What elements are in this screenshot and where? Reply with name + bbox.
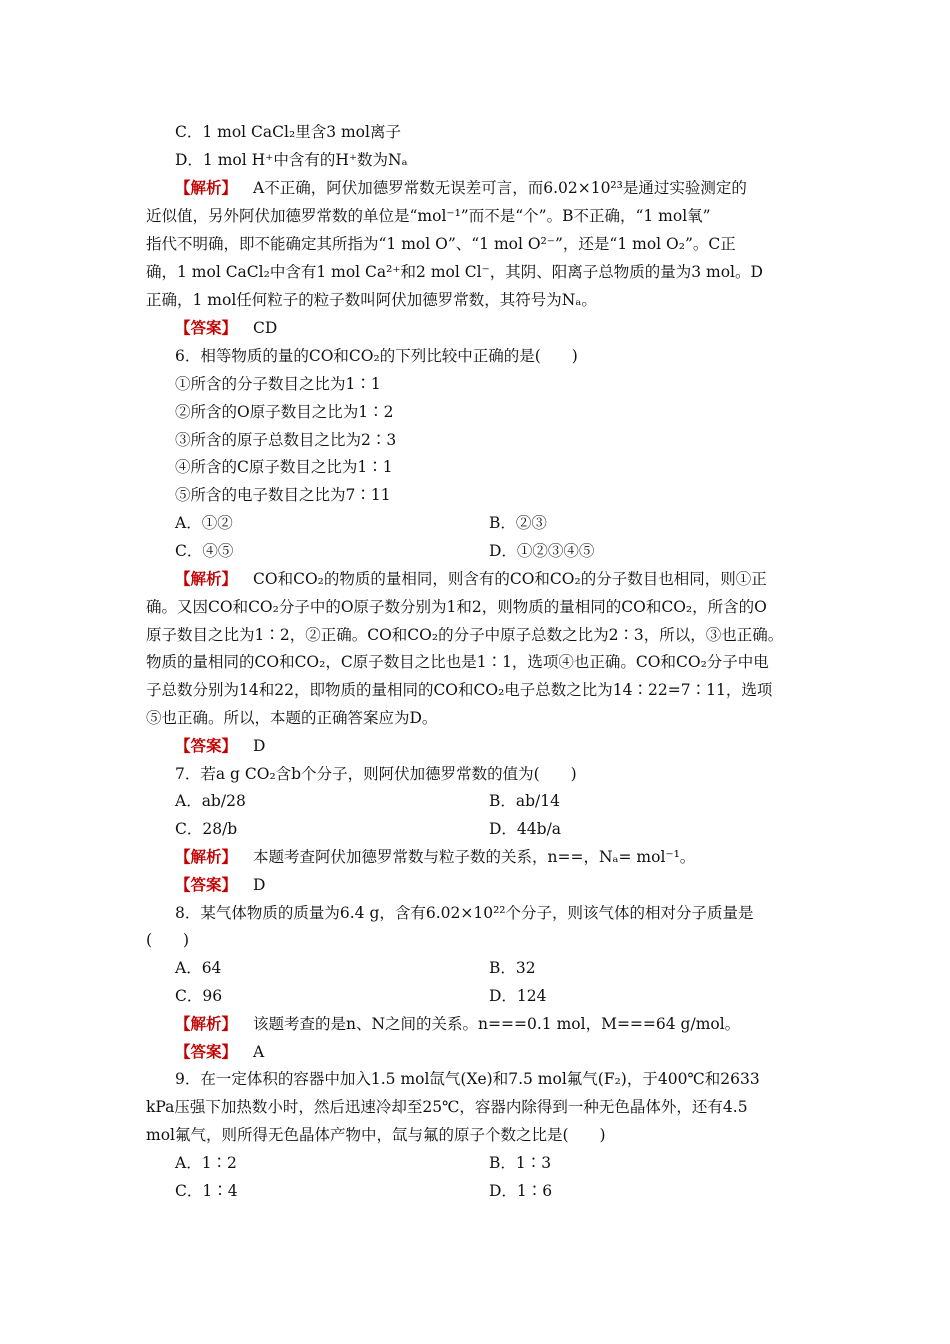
q8-option-c: C．96	[175, 987, 223, 1005]
q6-analysis-line-1: 【解析】 CO和CO₂的物质的量相同，则含有的CO和CO₂的分子数目也相同，则①正	[175, 569, 767, 588]
q6-option-b: B．②③	[489, 514, 547, 532]
q7-option-b: B．ab/14	[489, 792, 560, 810]
q9-option-d: D．1∶6	[489, 1182, 553, 1200]
q6-analysis-line-3: 原子数目之比为1∶2，②正确。CO和CO₂的分子中原子总数之比为2∶3，所以，③也正确。	[146, 626, 784, 644]
q9-stem-line-1: 9．在一定体积的容器中加入1.5 mol氙气(Xe)和7.5 mol氟气(F₂)，于400℃和2633	[175, 1070, 760, 1088]
q5-analysis-line-1: 【解析】 A不正确，阿伏加德罗常数无误差可言，而6.02×10²³是通过实验测定的	[175, 178, 747, 197]
q8-stem-line-2: ( )	[146, 931, 190, 949]
q9-stem-line-3: mol氟气，则所得无色晶体产物中，氙与氟的原子个数之比是( )	[146, 1126, 606, 1144]
q5-analysis-line-3: 指代不明确，即不能确定其所指为“1 mol O”、“1 mol O²⁻”，还是“1 mol O₂”。C正	[146, 235, 736, 253]
answer-tag: 【答案】	[175, 736, 238, 755]
q8-answer: 【答案】 A	[175, 1042, 265, 1061]
analysis-tag: 【解析】	[175, 569, 238, 588]
q7-option-a: A．ab/28	[175, 792, 246, 810]
q9-option-a: A．1∶2	[175, 1154, 237, 1172]
q5-answer: 【答案】 CD	[175, 318, 278, 337]
q8-option-a: A．64	[175, 959, 222, 977]
q6-item-3: ③所含的原子总数目之比为2∶3	[175, 431, 397, 449]
q5-option-d: D．1 mol H⁺中含有的H⁺数为Nₐ	[175, 151, 408, 169]
analysis-tag: 【解析】	[175, 847, 238, 866]
q8-stem-line-1: 8．某气体物质的质量为6.4 g，含有6.02×10²²个分子，则该气体的相对分子质量是	[175, 904, 754, 922]
q5-analysis-line-2: 近似值，另外阿伏加德罗常数的单位是“mol⁻¹”而不是“个”。B不正确，“1 mol氧”	[146, 207, 711, 225]
q6-option-a: A．①②	[175, 514, 233, 532]
answer-tag: 【答案】	[175, 1042, 238, 1061]
q9-stem-line-2: kPa压强下加热数小时，然后迅速冷却至25℃，容器内除得到一种无色晶体外，还有4.5	[146, 1098, 748, 1116]
q7-analysis: 【解析】 本题考查阿伏加德罗常数与粒子数的关系，n==，Nₐ= mol⁻¹。	[175, 847, 696, 866]
answer-tag: 【答案】	[175, 318, 238, 337]
q6-item-2: ②所含的O原子数目之比为1∶2	[175, 403, 394, 421]
q6-analysis-line-5: 子总数分别为14和22，即物质的量相同的CO和CO₂电子总数之比为14∶22=7∶11，选项	[146, 681, 773, 699]
q6-stem: 6．相等物质的量的CO和CO₂的下列比较中正确的是( )	[175, 347, 578, 365]
q6-item-1: ①所含的分子数目之比为1∶1	[175, 375, 381, 393]
q7-stem: 7．若a g CO₂含b个分子，则阿伏加德罗常数的值为( )	[175, 765, 577, 783]
q7-option-c: C．28/b	[175, 820, 238, 838]
q6-analysis-line-4: 物质的量相同的CO和CO₂，C原子数目之比也是1∶1，选项④也正确。CO和CO₂分子中电	[146, 653, 769, 671]
analysis-tag: 【解析】	[175, 1014, 238, 1033]
q6-item-5: ⑤所含的电子数目之比为7∶11	[175, 486, 391, 504]
q5-analysis-line-5: 正确，1 mol任何粒子的粒子数叫阿伏加德罗常数，其符号为Nₐ。	[146, 291, 597, 309]
q5-analysis-line-4: 确，1 mol CaCl₂中含有1 mol Ca²⁺和2 mol Cl⁻，其阴、阳离子总物质的量为3 mol。D	[146, 263, 763, 281]
q6-analysis-line-6: ⑤也正确。所以，本题的正确答案应为D。	[146, 709, 438, 727]
q8-option-d: D．124	[489, 987, 547, 1005]
q6-answer: 【答案】 D	[175, 736, 266, 755]
q7-option-d: D．44b/a	[489, 820, 562, 838]
q6-item-4: ④所含的C原子数目之比为1∶1	[175, 458, 393, 476]
q8-option-b: B．32	[489, 959, 536, 977]
q6-option-c: C．④⑤	[175, 542, 234, 560]
q9-option-c: C．1∶4	[175, 1182, 238, 1200]
q5-option-c: C．1 mol CaCl₂里含3 mol离子	[175, 123, 401, 141]
q9-option-b: B．1∶3	[489, 1154, 552, 1172]
q6-analysis-line-2: 确。又因CO和CO₂分子中的O原子数分别为1和2，则物质的量相同的CO和CO₂，所含的O	[146, 598, 767, 616]
q6-option-d: D．①②③④⑤	[489, 542, 595, 560]
answer-tag: 【答案】	[175, 875, 238, 894]
analysis-tag: 【解析】	[175, 178, 238, 197]
q7-answer: 【答案】 D	[175, 875, 266, 894]
q8-analysis: 【解析】 该题考查的是n、N之间的关系。n===0.1 mol，M===64 g/mol。	[175, 1014, 741, 1033]
